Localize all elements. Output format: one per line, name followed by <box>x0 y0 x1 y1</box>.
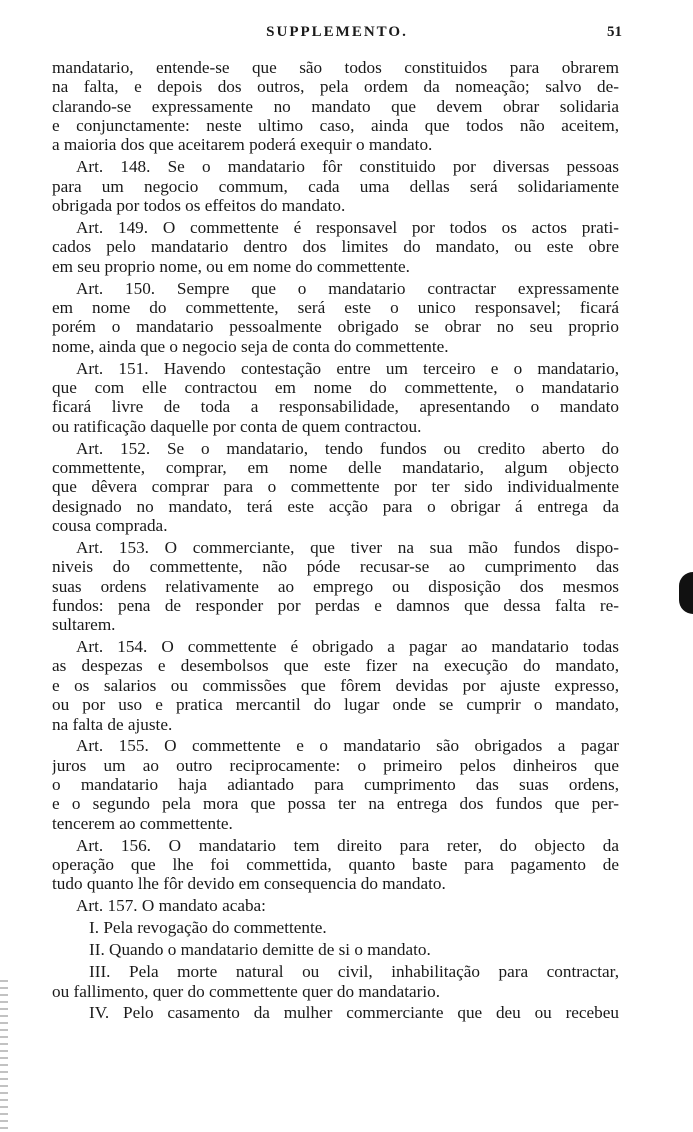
text-line: operação que lhe foi commettida, quanto baste para pagamento de <box>52 855 619 875</box>
text-line: em seu proprio nome, ou em nome do commettente. <box>52 256 410 276</box>
text-line: Art. 153. O commerciante, que tiver na sua mão fundos dispo- <box>76 537 619 557</box>
body-text <box>52 58 619 1025</box>
text-line: em nome do commettente, será este o unico responsavel; ficará <box>52 297 619 317</box>
text-line: que dêvera comprar para o commettente por ter sido individualmente <box>52 477 619 497</box>
page-header <box>52 24 622 46</box>
article-paragraph <box>52 218 619 276</box>
article-paragraph <box>52 836 619 894</box>
text-line: III. Pela morte natural ou civil, inhabilitação para contractar, <box>89 962 619 982</box>
article-paragraph <box>52 538 619 635</box>
text-line: cousa comprada. <box>52 515 168 535</box>
text-line: para um negocio commum, cada uma dellas será solidariamente <box>52 176 619 196</box>
article-paragraph <box>52 279 619 356</box>
text-line: Art. 157. O mandato acaba: <box>76 896 266 916</box>
text-line: Art. 152. Se o mandatario, tendo fundos ou credito aberto do <box>76 438 619 458</box>
text-line: IV. Pelo casamento da mulher commerciante que deu ou recebeu <box>89 1003 619 1023</box>
text-line: Art. 155. O commettente e o mandatario são obrigados a pagar <box>76 736 619 756</box>
text-line: Art. 156. O mandatario tem direito para reter, do objecto da <box>76 835 619 855</box>
text-line: ou por uso e pratica mercantil do lugar onde se cumprir o mandato, <box>52 695 619 715</box>
running-title: SUPPLEMENTO. <box>266 24 408 40</box>
page-number: 51 <box>607 24 622 40</box>
text-line: e os salarios ou commissões que fôrem devidas por ajuste expresso, <box>52 675 619 695</box>
text-line: o mandatario haja adiantado para cumprimento das suas ordens, <box>52 775 619 795</box>
text-line: na falta de ajuste. <box>52 714 173 734</box>
text-line: ou fallimento, quer do commettente quer do mandatario. <box>52 981 441 1001</box>
list-item <box>52 1003 619 1022</box>
text-line: as despezas e desembolsos que este fizer na execução do mandato, <box>52 656 619 676</box>
text-line: Art. 154. O commettente é obrigado a pagar ao mandatario todas <box>76 637 619 657</box>
text-line: sultarem. <box>52 615 116 635</box>
article-paragraph <box>52 157 619 215</box>
text-line: commettente, comprar, em nome delle mandatario, algum objecto <box>52 457 619 477</box>
scan-edge-mark <box>679 572 693 614</box>
continued-paragraph <box>52 58 619 155</box>
text-line: Art. 148. Se o mandatario fôr constituido por diversas pessoas <box>76 157 619 177</box>
text-line: fundos: pena de responder por perdas e damnos que dessa falta re- <box>52 595 619 615</box>
text-line: porém o mandatario pessoalmente obrigado se obrar no seu proprio <box>52 317 619 337</box>
text-line: ficará livre de toda a responsabilidade, apresentando o mandato <box>52 397 619 417</box>
text-line: designado no mandato, terá este acção para o obrigar á entrega da <box>52 496 619 516</box>
text-line: I. Pela revogação do commettente. <box>89 918 327 938</box>
text-line: que com elle contractou em nome do commettente, o mandatario <box>52 377 619 397</box>
article-paragraph <box>52 637 619 734</box>
text-line: ou ratificação daquelle por conta de quem contractou. <box>52 416 422 436</box>
text-line: na falta, e depois dos outros, pela ordem da nomeação; salvo de- <box>52 77 619 97</box>
scan-gutter-shadow <box>0 980 8 1132</box>
list-item <box>52 940 619 959</box>
text-line: clarando-se expressamente no mandato que devem obrar solidaria <box>52 96 619 116</box>
text-line: cados pelo mandatario dentro dos limites do mandato, ou este obre <box>52 237 619 257</box>
list-item <box>52 962 619 1001</box>
list-item <box>52 918 619 937</box>
text-line: Art. 149. O commettente é responsavel por todos os actos prati- <box>76 217 619 237</box>
article-paragraph <box>52 736 619 833</box>
text-line: a maioria dos que aceitarem poderá exequir o mandato. <box>52 135 433 155</box>
text-line: suas ordens relativamente ao emprego ou disposição dos mesmos <box>52 576 619 596</box>
text-line: tudo quanto lhe fôr devido em consequencia do mandato. <box>52 874 446 894</box>
article-paragraph <box>52 896 619 915</box>
text-line: Art. 150. Sempre que o mandatario contractar expressamente <box>76 278 619 298</box>
article-paragraph <box>52 359 619 436</box>
text-line: mandatario, entende-se que são todos constituidos para obrarem <box>52 58 619 77</box>
text-line: tencerem ao commettente. <box>52 813 233 833</box>
article-paragraph <box>52 439 619 536</box>
text-line: Art. 151. Havendo contestação entre um terceiro e o mandatario, <box>76 358 619 378</box>
text-line: e o segundo pela mora que possa ter na entrega dos fundos que per- <box>52 794 619 814</box>
text-line: II. Quando o mandatario demitte de si o mandato. <box>89 940 431 960</box>
text-line: niveis do commettente, não póde recusar-se ao cumprimento das <box>52 557 619 577</box>
text-line: juros um ao outro reciprocamente: o primeiro pelos dinheiros que <box>52 755 619 775</box>
text-line: nome, ainda que o negocio seja de conta do commettente. <box>52 336 449 356</box>
text-line: e conjunctamente: neste ultimo caso, ainda que todos não aceitem, <box>52 116 619 136</box>
text-line: obrigada por todos os effeitos do mandato. <box>52 196 346 215</box>
